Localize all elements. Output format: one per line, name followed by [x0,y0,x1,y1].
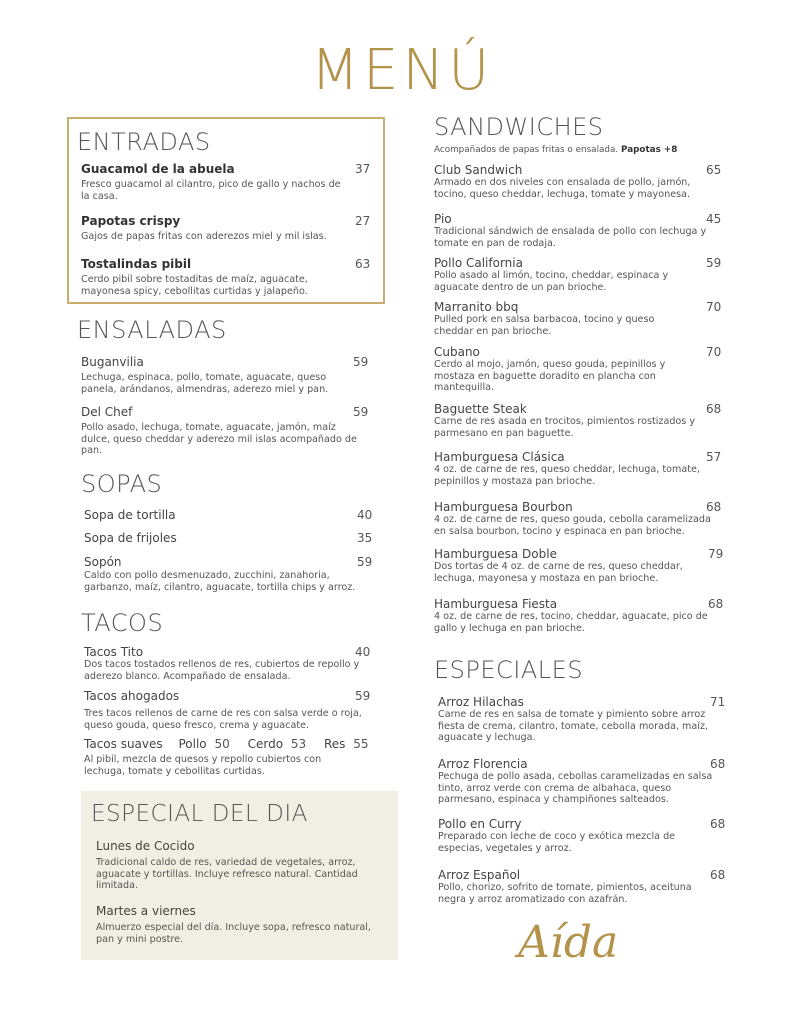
item-description: 4 oz. de carne de res, queso cheddar, lechuga, tomate, pepinillos y mostaza pan brioche. [434,464,700,487]
item-description: Armado en dos niveles con ensalada de pollo, jamón, tocino, queso cheddar, lechuga, tomate y mayonesa. [434,177,691,200]
item-name: Hamburguesa Bourbon [434,500,573,514]
list-item [438,868,728,905]
item-name: Guacamol de la abuela [81,162,235,176]
item-price: 68 [706,500,722,514]
list-item [438,817,728,854]
item-price: 59 [706,256,722,270]
especiales-heading: ESPECIALES [434,656,584,684]
item-description: Gajos de papas fritas con aderezos miel y mil islas. [81,231,327,242]
item-name: Buganvilia [81,355,144,369]
item-description: Pollo, chorizo, sofrito de tomate, pimientos, aceituna negra y arroz aromatizado con azafrán. [438,882,692,905]
item-price: 68 [710,757,726,771]
item-description: Tres tacos rellenos de carne de res con salsa verde o roja, queso gouda, queso fresco, crema y aguacate. [84,708,362,731]
item-description: Carne de res asada en trocitos, pimientos rostizados y parmesano en pan baguette. [434,416,696,439]
item-price: 59 [355,689,371,703]
item-description: Pollo asado, lechuga, tomate, aguacate, jamón, maíz dulce, queso cheddar y aderezo mil islas acompañado de pan. [81,422,357,456]
list-item [84,531,374,545]
list-item [434,547,726,584]
item-price: 27 [355,214,371,228]
tacos-suaves-row [84,737,373,751]
list-item [81,257,371,297]
list-item [434,597,724,634]
tacos-heading: TACOS [81,609,164,637]
list-item [84,508,374,522]
item-name: Pollo California [434,256,523,270]
item-name: Martes a viernes [96,904,196,918]
item-description: 4 oz. de carne de res, queso gouda, cebolla caramelizada en salsa bourbon, tocino y espinaca en pan brioche. [434,514,711,537]
item-name: Marranito bbq [434,300,519,314]
item-description: 4 oz. de carne de res, tocino, cheddar, aguacate, pico de gallo y lechuga en pan brioche. [434,611,708,634]
item-name: Pio [434,212,452,226]
item-name: Lunes de Cocido [96,839,195,853]
item-name: Club Sandwich [434,163,523,177]
item-description: Almuerzo especial del día. Incluye sopa, refresco natural, pan y mini postre. [96,922,372,945]
item-price: 63 [355,257,371,271]
list-item [434,345,724,394]
list-item [96,839,386,892]
item-description: Al pibil, mezcla de quesos y repollo cubiertos con lechuga, tomate y cebollitas curtidas. [84,754,322,777]
item-description: Lechuga, espinaca, pollo, tomate, aguacate, queso panela, arándanos, almendras, aderezo miel y pan. [81,372,329,395]
note-text: Acompañados de papas fritas o ensalada. [434,145,619,155]
item-description: Preparado con leche de coco y exótica mezcla de especias, vegetales y arroz. [438,831,676,854]
item-description: Fresco guacamol al cilantro, pico de gallo y nachos de la casa. [81,179,341,202]
item-price: 59 [353,355,369,369]
list-item [81,162,371,202]
item-name: Hamburguesa Doble [434,547,557,561]
item-price: 65 [706,163,722,177]
list-item [81,405,371,457]
item-description: Dos tortas de 4 oz. de carne de res, queso cheddar, lechuga, mayonesa y mostaza en pan brioche. [434,561,683,584]
sandwiches-heading: SANDWICHES [434,113,604,141]
list-item [434,256,724,293]
menu-title: MENÚ [310,38,494,103]
list-item [434,300,724,337]
list-item [434,402,724,439]
item-price: 59 [353,405,369,419]
item-description: Dos tacos tostados rellenos de res, cubiertos de repollo y aderezo blanco. Acompañado de ensalada. [84,659,360,682]
item-name: Cubano [434,345,480,359]
item-name: Arroz Español [438,868,521,882]
item-price: 79 [708,547,724,561]
item-price: 68 [710,817,726,831]
item-price: 40 [357,508,373,522]
item-description: Cerdo al mojo, jamón, queso gouda, pepinillos y mostaza en baguette doradito en plancha con mantequilla. [434,359,666,393]
list-item [84,645,374,682]
brand-logo [510,905,650,975]
item-name: Papotas crispy [81,214,181,228]
item-name: Pollo en Curry [438,817,522,831]
list-item [434,163,724,200]
item-name: Tacos Tito [84,645,144,659]
list-item [96,904,386,945]
option-label: Res [323,737,346,751]
list-item [434,500,724,537]
sandwiches-note [434,145,677,155]
item-name: Tacos suaves [84,737,163,751]
item-description: Cerdo pibil sobre tostaditas de maíz, aguacate, mayonesa spicy, cebollitas curtidas y jalapeño. [81,274,308,297]
item-description: Tradicional sándwich de ensalada de pollo con lechuga y tomate en pan de rodaja. [434,226,707,249]
item-description: Carne de res en salsa de tomate y pimiento sobre arroz fiesta de crema, cilantro, tomate, cebolla morada, maíz, aguacate y lechuga. [438,709,709,743]
item-name: Tacos ahogados [84,689,180,703]
item-name: Tostalindas pibil [81,257,192,271]
item-price: 68 [708,597,724,611]
item-price: 68 [710,868,726,882]
list-item [84,555,374,593]
item-name: Arroz Hilachas [438,695,524,709]
item-price: 35 [357,531,373,545]
item-price: 45 [706,212,722,226]
item-price: 70 [706,345,722,359]
sopas-heading: SOPAS [81,470,163,498]
option-price: 53 [290,737,307,751]
ensaladas-heading: ENSALADAS [77,316,227,344]
item-name: Hamburguesa Clásica [434,450,565,464]
item-price: 71 [710,695,726,709]
item-price: 68 [706,402,722,416]
list-item [434,450,724,487]
list-item [434,212,724,249]
item-price: 40 [355,645,371,659]
logo-text: Aída [518,917,619,968]
item-description: Pulled pork en salsa barbacoa, tocino y queso cheddar en pan brioche. [434,314,655,337]
option-price: 55 [353,737,369,751]
item-description: Tradicional caldo de res, variedad de vegetales, arroz, aguacate y tortillas. Incluye refresco natural. Cantidad limitada. [96,857,358,891]
list-item [81,214,371,243]
item-name: Del Chef [81,405,133,419]
item-name: Sopa de tortilla [84,508,176,522]
list-item [438,757,728,806]
item-price: 57 [706,450,722,464]
list-item [438,695,728,744]
list-item [81,355,371,395]
list-item [84,689,374,731]
item-price: 70 [706,300,722,314]
note-extra: Papotas +8 [620,145,678,155]
item-name: Baguette Steak [434,402,527,416]
item-price: 37 [355,162,371,176]
item-description: Caldo con pollo desmenuzado, zucchini, zanahoria, garbanzo, maíz, cilantro, aguacate, tortilla chips y arroz. [84,570,356,593]
option-label: Cerdo [247,737,284,751]
item-name: Arroz Florencia [438,757,528,771]
item-name: Sopa de frijoles [84,531,177,545]
especial-del-dia-heading: ESPECIAL DEL DIA [91,801,308,827]
option-label: Pollo [178,737,207,751]
item-name: Sopón [84,555,122,569]
entradas-heading: ENTRADAS [77,128,211,156]
option-price: 50 [214,737,230,751]
item-description: Pechuga de pollo asada, cebollas caramelizadas en salsa tinto, arroz verde con crema de albahaca, queso parmesano, espinaca y champiñones salteados. [438,771,713,805]
item-description: Pollo asado al limón, tocino, cheddar, espinaca y aguacate dentro de un pan brioche. [434,270,669,293]
item-name: Hamburguesa Fiesta [434,597,558,611]
item-price: 59 [357,555,373,569]
